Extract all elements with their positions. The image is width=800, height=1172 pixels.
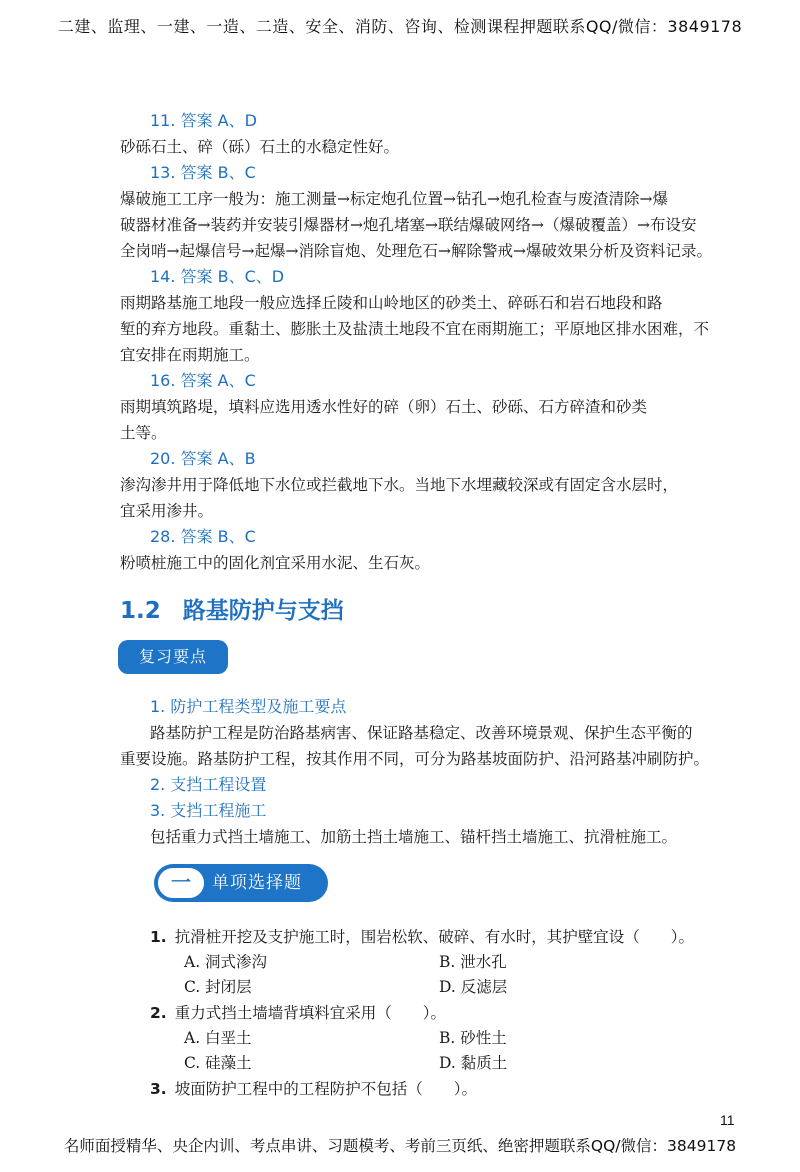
page-footer-banner: 名师面授精华、央企内训、考点串讲、习题模考、考前三页纸、绝密押题联系QQ/微信：3849178 xyxy=(63,1137,737,1155)
answer-explanations xyxy=(120,108,760,576)
question-list xyxy=(150,924,770,1102)
question-number: 3. xyxy=(150,1080,167,1098)
option: D. 反滤层 xyxy=(439,978,508,996)
answer-text: 爆破施工工序一般为：施工测量→标定炮孔位置→钻孔→炮孔检查与废渣清除→爆 xyxy=(120,190,668,208)
question-text: 重力式挡土墙墙背填料宜采用（ ）。 xyxy=(174,1004,446,1022)
review-item-text: 路基防护工程是防治路基病害、保证路基稳定、改善环境景观、保护生态平衡的 xyxy=(150,724,693,742)
banner-label: 单项选择题 xyxy=(212,873,302,893)
option: C. 硅藻土 xyxy=(184,1054,252,1072)
answer-text: 破器材准备→装药并安装引爆器材→炮孔堵塞→联结爆破网络→（爆破覆盖）→布设安 xyxy=(120,216,697,234)
review-points xyxy=(120,694,760,850)
question-item xyxy=(150,1000,770,1076)
answer-text: 雨期填筑路堤，填料应选用透水性好的碎（卵）石土、砂砾、石方碎渣和砂类 xyxy=(120,398,648,416)
section-title: 路基防护与支挡 xyxy=(182,598,344,624)
answer-text: 宜安排在雨期施工。 xyxy=(120,346,260,364)
review-points-badge: 复习要点 xyxy=(118,640,228,674)
answer-block xyxy=(120,446,760,524)
question-stem xyxy=(150,1000,770,1026)
question-text: 坡面防护工程中的工程防护不包括（ ）。 xyxy=(174,1080,477,1098)
answer-title: 13. 答案 B、C xyxy=(150,163,256,182)
question-stem xyxy=(150,1076,770,1102)
banner-number: 一 xyxy=(156,866,206,900)
answer-text: 全岗哨→起爆信号→起爆→消除盲炮、处理危石→解除警戒→爆破效果分析及资料记录。 xyxy=(120,242,712,260)
answer-text: 宜采用渗井。 xyxy=(120,502,214,520)
answer-title: 16. 答案 A、C xyxy=(150,371,256,390)
question-item xyxy=(150,924,770,1000)
answer-text: 土等。 xyxy=(120,424,167,442)
answer-text: 雨期路基施工地段一般应选择丘陵和山岭地区的砂类土、碎砾石和岩石地段和路 xyxy=(120,294,663,312)
answer-text: 粉喷桩施工中的固化剂宜采用水泥、生石灰。 xyxy=(120,554,431,572)
option-list xyxy=(150,950,770,1000)
option: B. 砂性土 xyxy=(439,1029,507,1047)
answer-text: 堑的弃方地段。重黏土、膨胀土及盐渍土地段不宜在雨期施工；平原地区排水困难，不 xyxy=(120,320,710,338)
section-number: 1.2 xyxy=(120,598,161,624)
question-number: 1. xyxy=(150,928,167,946)
answer-title: 20. 答案 A、B xyxy=(150,449,256,468)
question-stem xyxy=(150,924,770,950)
single-choice-banner xyxy=(154,864,328,902)
option-list xyxy=(150,1026,770,1076)
question-number: 2. xyxy=(150,1004,167,1022)
answer-block xyxy=(120,160,760,264)
answer-block xyxy=(120,108,760,160)
answer-title: 14. 答案 B、C、D xyxy=(150,267,285,286)
section-heading xyxy=(120,592,344,625)
answer-title: 11. 答案 A、D xyxy=(150,111,257,130)
review-item-title: 1. 防护工程类型及施工要点 xyxy=(150,697,347,716)
answer-title: 28. 答案 B、C xyxy=(150,527,256,546)
option: D. 黏质土 xyxy=(439,1054,508,1072)
review-item-text: 重要设施。路基防护工程，按其作用不同，可分为路基坡面防护、沿河路基冲刷防护。 xyxy=(120,750,710,768)
question-item xyxy=(150,1076,770,1102)
option: A. 白垩土 xyxy=(184,1029,252,1047)
answer-block xyxy=(120,264,760,368)
question-text: 抗滑桩开挖及支护施工时，围岩松软、破碎、有水时，其护壁宜设（ ）。 xyxy=(174,928,694,946)
option: A. 洞式渗沟 xyxy=(184,953,268,971)
answer-text: 砂砾石土、碎（砾）石土的水稳定性好。 xyxy=(120,138,400,156)
option: C. 封闭层 xyxy=(184,978,252,996)
answer-block xyxy=(120,524,760,576)
page-number: 11 xyxy=(720,1112,735,1128)
review-item-text: 包括重力式挡土墙施工、加筋土挡土墙施工、锚杆挡土墙施工、抗滑桩施工。 xyxy=(150,828,678,846)
option: B. 泄水孔 xyxy=(439,953,507,971)
page-header-banner: 二建、监理、一建、一造、二造、安全、消防、咨询、检测课程押题联系QQ/微信：3849178 xyxy=(57,17,743,36)
answer-text: 渗沟渗井用于降低地下水位或拦截地下水。当地下水埋藏较深或有固定含水层时， xyxy=(120,476,679,494)
answer-block xyxy=(120,368,760,446)
review-item-title: 3. 支挡工程施工 xyxy=(150,801,267,820)
review-item-title: 2. 支挡工程设置 xyxy=(150,775,267,794)
